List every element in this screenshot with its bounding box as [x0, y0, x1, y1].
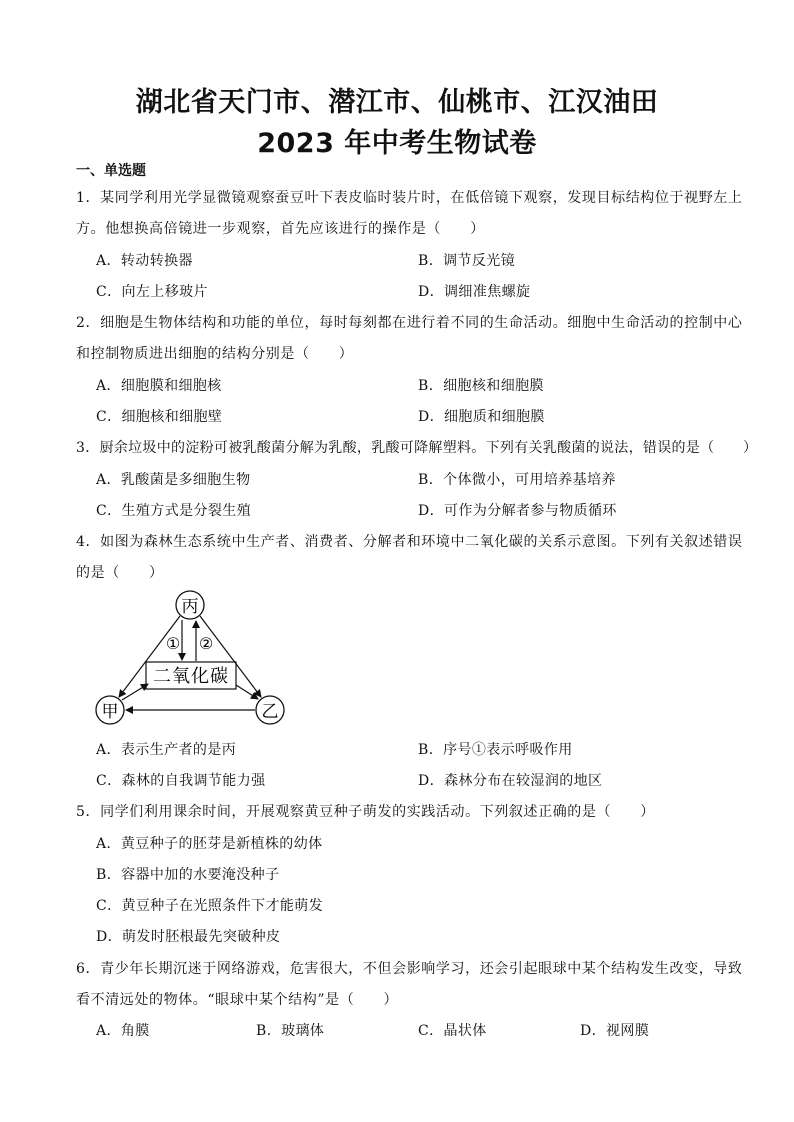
q4-option-b: B．序号①表示呼吸作用	[418, 742, 573, 758]
arrow-2-label: ②	[198, 634, 214, 653]
arrow-co2-right	[236, 685, 258, 699]
q5-option-a: A．黄豆种子的胚芽是新植株的幼体	[96, 836, 323, 852]
q1-option-a: A．转动转换器	[96, 253, 193, 269]
q6-option-b: B．玻璃体	[256, 1023, 325, 1039]
q5-option-d: D．萌发时胚根最先突破种皮	[96, 929, 281, 945]
q6-line-1: 6．青少年长期沉迷于网络游戏，危害很大，不但会影响学习，还会引起眼球中某个结构发生改变，导致	[76, 961, 743, 977]
node-jia-label: 甲	[101, 702, 119, 722]
q4-option-d: D．森林分布在较湿润的地区	[418, 773, 603, 789]
q5-line-1: 5．同学们利用课余时间，开展观察黄豆种子萌发的实践活动。下列叙述正确的是（ ）	[76, 804, 655, 820]
q4-option-c: C．森林的自我调节能力强	[96, 773, 266, 789]
q6-option-d: D．视网膜	[580, 1023, 650, 1039]
q4-line-2: 的是（ ）	[76, 565, 164, 581]
q1-option-c: C．向左上移玻片	[96, 284, 208, 300]
q2-line-1: 2．细胞是生物体结构和功能的单位，每时每刻都在进行着不同的生命活动。细胞中生命活动的控制中心	[76, 315, 743, 331]
q4-line-1: 4．如图为森林生态系统中生产者、消费者、分解者和环境中二氧化碳的关系示意图。下列有关叙述错误	[76, 534, 743, 550]
title-line-2: 2023 年中考生物试卷	[257, 128, 537, 159]
q2-option-a: A．细胞膜和细胞核	[96, 378, 222, 394]
q3-option-b: B．个体微小，可用培养基培养	[418, 472, 616, 488]
q1-option-d: D．调细准焦螺旋	[418, 284, 531, 300]
q3-line-1: 3．厨余垃圾中的淀粉可被乳酸菌分解为乳酸，乳酸可降解塑料。下列有关乳酸菌的说法，错误的是（ ）	[76, 440, 758, 456]
q1-line-2: 方。他想换高倍镜进一步观察，首先应该进行的操作是（ ）	[76, 221, 485, 237]
q3-option-d: D．可作为分解者参与物质循环	[418, 503, 617, 519]
q6-option-c: C．晶状体	[418, 1023, 487, 1039]
title-line-1: 湖北省天门市、潜江市、仙桃市、江汉油田	[135, 87, 659, 118]
q3-option-c: C．生殖方式是分裂生殖	[96, 503, 252, 519]
q4-option-a: A．表示生产者的是丙	[96, 742, 237, 758]
ecosystem-diagram	[88, 585, 298, 730]
q6-line-2: 看不清远处的物体。“眼球中某个结构”是（ ）	[76, 992, 399, 1008]
co2-label: 二氧化碳	[153, 666, 229, 687]
arrow-left-co2	[122, 684, 148, 700]
q2-option-b: B．细胞核和细胞膜	[418, 378, 544, 394]
q1-line-1: 1．某同学利用光学显微镜观察蚕豆叶下表皮临时装片时，在低倍镜下观察，发现目标结构位于视野左上	[76, 190, 743, 206]
q3-option-a: A．乳酸菌是多细胞生物	[96, 472, 251, 488]
q2-option-c: C．细胞核和细胞壁	[96, 409, 223, 425]
section-heading: 一、单选题	[76, 163, 146, 179]
q5-option-b: B．容器中加的水要淹没种子	[96, 867, 280, 883]
q5-option-c: C．黄豆种子在光照条件下才能萌发	[96, 898, 324, 914]
node-yi-label: 乙	[261, 702, 279, 722]
q1-option-b: B．调节反光镜	[418, 253, 516, 269]
node-bing-label: 丙	[181, 597, 199, 617]
q6-option-a: A．角膜	[96, 1023, 150, 1039]
q2-option-d: D．细胞质和细胞膜	[418, 409, 545, 425]
q2-line-2: 和控制物质进出细胞的结构分别是（ ）	[76, 346, 354, 362]
arrow-1-label: ①	[165, 634, 181, 653]
